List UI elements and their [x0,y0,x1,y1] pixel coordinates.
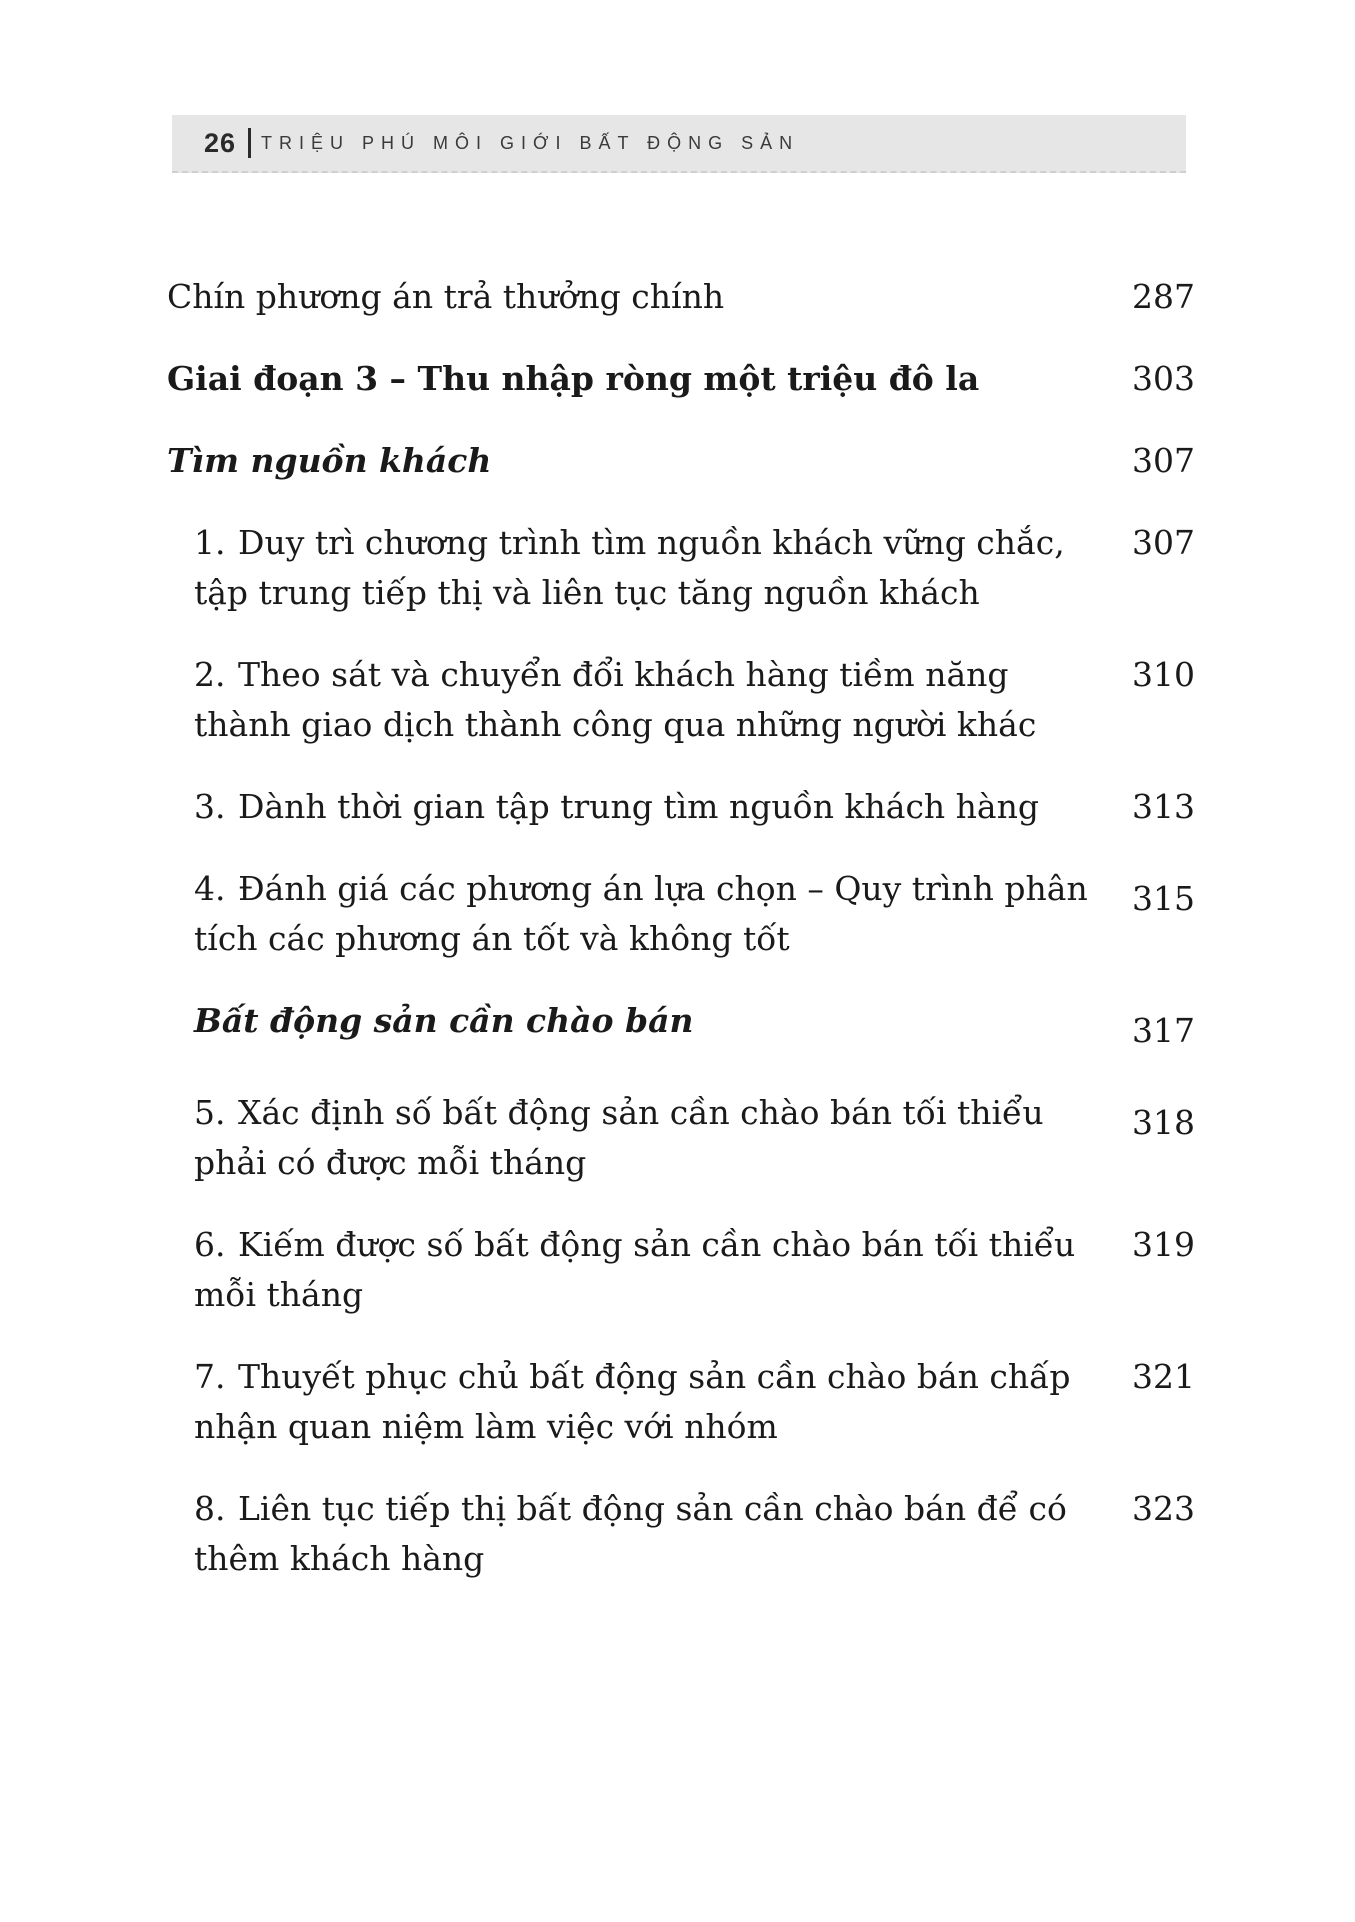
toc-entry-number: 6. [194,1225,226,1264]
toc-entry [167,782,1195,832]
toc-section-heading [167,436,1195,486]
toc-entry-title: Xác định số bất động sản cần chào bán tối thiểu phải có được mỗi tháng [194,1093,1044,1182]
toc-entry-number: 7. [194,1357,226,1396]
toc-entry-title: Kiếm được số bất động sản cần chào bán tối thiểu mỗi tháng [194,1225,1076,1314]
toc-entry-title: Theo sát và chuyển đổi khách hàng tiềm năng thành giao dịch thành công qua những người khác [194,655,1037,744]
toc-entry-page: 287 [1132,277,1195,316]
toc-entry-number: 1. [194,523,226,562]
header-book-title: TRIỆU PHÚ MÔI GIỚI BẤT ĐỘNG SẢN [261,132,800,153]
toc-section-heading [167,996,1195,1056]
toc-entry [167,1484,1195,1584]
toc-entry-number: 5. [194,1093,226,1132]
toc-entry-title: Chín phương án trả thưởng chính [167,277,725,316]
toc-entry-page: 319 [1132,1225,1195,1264]
toc-entry-page: 310 [1132,655,1195,694]
toc-entry-page: 307 [1132,441,1195,480]
toc-entry-number: 4. [194,869,226,908]
toc-entry-title: Liên tục tiếp thị bất động sản cần chào bán để có thêm khách hàng [194,1489,1067,1578]
toc-entry-title: Thuyết phục chủ bất động sản cần chào bán chấp nhận quan niệm làm việc với nhóm [194,1357,1071,1446]
toc-entry-page: 307 [1132,523,1195,562]
toc-entry [167,650,1195,750]
toc-entry-title: Đánh giá các phương án lựa chọn – Quy trình phân tích các phương án tốt và không tốt [194,869,1088,958]
toc-entry [167,272,1195,322]
toc-entry [167,1088,1195,1188]
toc-entry [167,1352,1195,1452]
toc-entry-page: 318 [1132,1103,1195,1142]
toc-entry-page: 313 [1132,787,1195,826]
toc-entry-page: 323 [1132,1489,1195,1528]
toc-entry-number: 2. [194,655,226,694]
header-divider [248,128,251,158]
toc-entry-title: Tìm nguồn khách [167,441,492,480]
toc-entry-title: Bất động sản cần chào bán [194,1001,694,1040]
toc-entry-page: 303 [1132,359,1195,398]
toc-entry-title: Duy trì chương trình tìm nguồn khách vững chắc, tập trung tiếp thị và liên tục tăng nguồn khách [194,523,1065,612]
toc-entry-title: Dành thời gian tập trung tìm nguồn khách hàng [238,787,1039,826]
toc-entry-number: 8. [194,1489,226,1528]
toc-entry-title: Giai đoạn 3 – Thu nhập ròng một triệu đô la [167,359,980,398]
toc-entry-page: 317 [1132,1011,1195,1050]
toc-entry [167,1220,1195,1320]
toc-entry-number: 3. [194,787,226,826]
toc-entry [167,518,1195,618]
running-header [172,115,1186,173]
toc-entry-page: 315 [1132,879,1195,918]
header-page-number: 26 [204,127,237,158]
toc-part-heading [167,354,1195,404]
toc-entry [167,864,1195,964]
table-of-contents [167,272,1195,1616]
toc-entry-page: 321 [1132,1357,1195,1396]
